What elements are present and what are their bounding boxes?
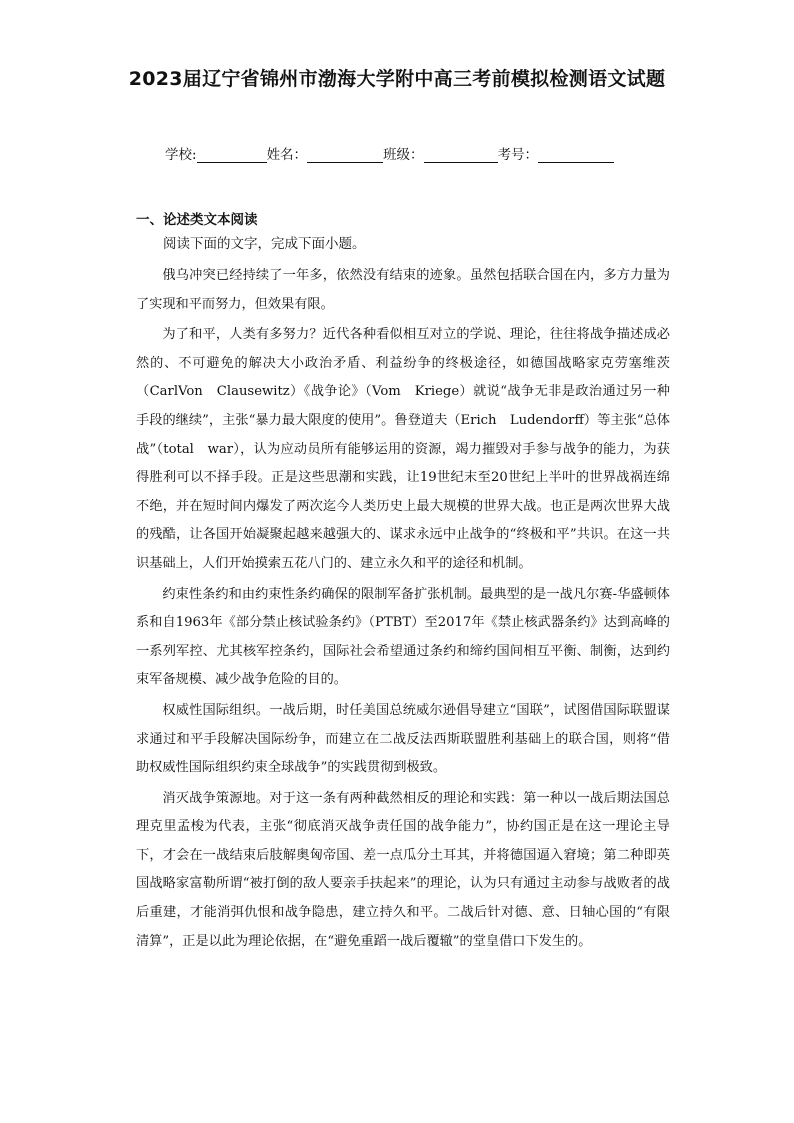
name-field [267,143,384,163]
name-blank[interactable] [307,148,383,163]
exam-number-field [498,143,615,163]
paragraph: 俄乌冲突已经持续了一年多，依然没有结束的迹象。虽然包括联合国在内，多方力量为了实现和平而努力，但效果有限。 [136,268,670,312]
school-label: 学校: [165,147,197,163]
class-field [383,143,498,163]
school-field [165,143,267,163]
exam-number-label: 考号： [497,147,539,163]
student-info-row [165,143,614,163]
class-label: 班级： [383,147,424,163]
paragraph: 约束性条约和由约束性条约确保的限制军备扩张机制。最典型的是一战凡尔赛-华盛顿体系和自1963年《部分禁止核试验条约》（PTBT）至2017年《禁止核武器条约》达到高峰的一系列军控、尤其核军控条约，国际社会希望通过条约和缔约国间相互平衡、制衡，达到约束军备规模、减少战争危险的目的。 [136,586,670,688]
exam-number-blank[interactable] [538,148,614,163]
name-label: 姓名： [266,147,308,163]
reading-instruction: 阅读下面的文字，完成下面小题。 [163,236,366,252]
paragraph: 为了和平，人类有多努力？近代各种看似相互对立的学说、理论，往往将战争描述成必然的、不可避免的解决大小政治矛盾、利益纷争的终极途径，如德国战略家克劳塞维茨（CarlVon Clausewitz）《战争论》（Vom Kriege）就说“战争无非是政治通过另一种手段的继续”，主张“暴力最大限度的使用”。鲁登道夫（Erich Ludendorff）等主张“总体战”（total war），认为应动员所有能够运用的资源，竭力摧毁对手参与战争的能力，为获得胜利可以不择手段。正是这些思潮和实践，让19世纪末至20世纪上半叶的世界战祸连绵不绝，并在短时间内爆发了两次迄今人类历史上最大规模的世界大战。也正是两次世界大战的残酷，让各国开始凝聚起越来越强大的、谋求永远中止战争的“终极和平”共识。在这一共识基础上，人们开始摸索五花八门的、建立永久和平的途径和机制。 [136,327,670,571]
article-body [136,262,670,958]
document-title: 2023届辽宁省锦州市渤海大学附中高三考前模拟检测语文试题 [128,68,666,90]
class-blank[interactable] [424,148,498,163]
school-blank[interactable] [197,148,267,163]
paragraph: 权威性国际组织。一战后期，时任美国总统威尔逊倡导建立“国联”，试图借国际联盟谋求通过和平手段解决国际纷争，而建立在二战反法西斯联盟胜利基础上的联合国，则将“借助权威性国际组织约束全球战争”的实践贯彻到极致。 [136,702,670,776]
section-heading: 一、论述类文本阅读 [136,212,258,228]
paragraph: 消灭战争策源地。对于这一条有两种截然相反的理论和实践：第一种以一战后期法国总理克里孟梭为代表，主张“彻底消灭战争责任国的战争能力”，协约国正是在这一理论主导下，才会在一战结束后肢解奥匈帝国、差一点瓜分土耳其，并将德国逼入窘境；第二种即英国战略家富勒所谓“被打倒的敌人要亲手扶起来”的理论，认为只有通过主动参与战败者的战后重建，才能消弭仇恨和战争隐患，建立持久和平。二战后针对德、意、日轴心国的“有限清算”，正是以此为理论依据，在“避免重蹈一战后覆辙”的堂皇借口下发生的。 [136,790,670,949]
